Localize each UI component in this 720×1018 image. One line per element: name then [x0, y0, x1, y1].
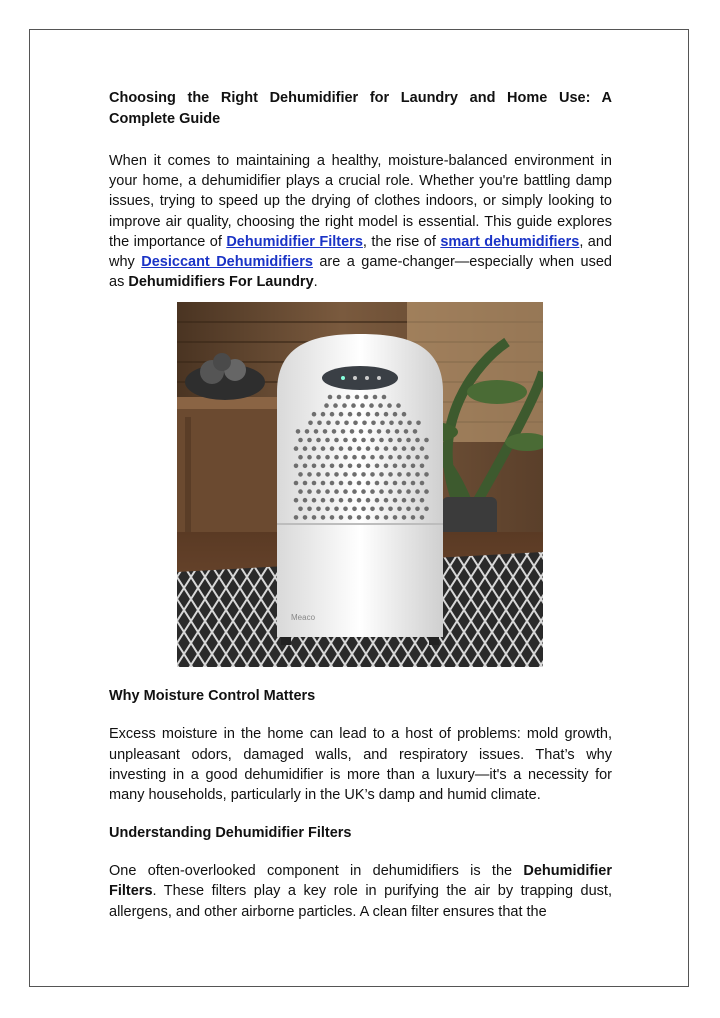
vent-hole [339, 446, 344, 451]
vent-hole [388, 472, 393, 477]
vent-hole [325, 438, 330, 443]
vent-hole [357, 446, 362, 451]
intro-text-4: are a game-changer—especially when used as [109, 254, 612, 291]
vent-hole [378, 403, 383, 408]
vent-hole [357, 464, 362, 469]
vent-hole [343, 472, 348, 477]
vent-hole [339, 412, 344, 417]
vent-hole [406, 455, 411, 460]
vent-hole [325, 489, 330, 494]
vent-hole [342, 403, 347, 408]
vent-hole [411, 446, 416, 451]
vent-hole [384, 481, 389, 486]
vent-hole [357, 412, 362, 417]
vent-hole [312, 481, 317, 486]
vent-hole [330, 498, 335, 503]
vent-hole [312, 464, 317, 469]
vent-hole [307, 455, 312, 460]
vent-hole [352, 489, 357, 494]
vent-hole [346, 395, 351, 400]
vent-hole [364, 395, 369, 400]
vent-hole [343, 455, 348, 460]
intro-paragraph [109, 151, 612, 292]
vent-hole [321, 446, 326, 451]
vent-hole [321, 498, 326, 503]
vent-hole [335, 421, 340, 426]
vent-hole [377, 429, 382, 434]
vent-hole [352, 438, 357, 443]
vent-hole [366, 515, 371, 520]
vent-hole [312, 515, 317, 520]
vent-hole [384, 412, 389, 417]
vent-hole [397, 489, 402, 494]
vent-hole [413, 429, 418, 434]
vent-hole [397, 455, 402, 460]
vent-hole [370, 489, 375, 494]
intro-text-3: , and why [109, 233, 612, 271]
vent-hole [298, 472, 303, 477]
vent-hole [332, 429, 337, 434]
vent-hole [411, 498, 416, 503]
vent-hole [303, 481, 308, 486]
vent-hole [303, 464, 308, 469]
vent-hole [375, 481, 380, 486]
vent-hole [294, 446, 299, 451]
document-page [29, 29, 689, 987]
vent-hole [303, 515, 308, 520]
vent-hole [370, 438, 375, 443]
vent-hole [402, 412, 407, 417]
vent-hole [298, 489, 303, 494]
filters-bold: Dehumidifier Filters [109, 863, 612, 900]
vent-hole [337, 395, 342, 400]
vent-hole [294, 464, 299, 469]
vent-hole [298, 455, 303, 460]
vent-hole [348, 446, 353, 451]
brand-mark: Meaco [291, 613, 316, 622]
vent-hole [334, 455, 339, 460]
vent-hole [357, 498, 362, 503]
vent-hole [312, 412, 317, 417]
vent-hole [303, 498, 308, 503]
heading-moisture-control: Why Moisture Control Matters [109, 688, 316, 705]
vent-hole [334, 438, 339, 443]
vent-hole [424, 472, 429, 477]
vent-hole [298, 507, 303, 512]
vent-hole [334, 472, 339, 477]
vent-hole [330, 515, 335, 520]
vent-hole [334, 489, 339, 494]
vent-hole [402, 446, 407, 451]
vent-hole [350, 429, 355, 434]
vent-hole [333, 403, 338, 408]
vent-hole [353, 421, 358, 426]
vent-hole [361, 489, 366, 494]
vent-hole [366, 464, 371, 469]
vent-hole [316, 455, 321, 460]
vent-hole [348, 498, 353, 503]
vent-hole [357, 481, 362, 486]
vent-hole [420, 515, 425, 520]
vent-hole [312, 446, 317, 451]
vent-hole [361, 507, 366, 512]
vent-hole [362, 421, 367, 426]
link-smart-dehumidifiers[interactable]: smart dehumidifiers [440, 233, 580, 250]
vent-hole [415, 455, 420, 460]
vent-hole [357, 515, 362, 520]
vent-hole [388, 489, 393, 494]
vent-hole [326, 421, 331, 426]
vent-hole [373, 395, 378, 400]
vent-hole [348, 481, 353, 486]
vent-hole [370, 507, 375, 512]
vent-hole [355, 395, 360, 400]
vent-hole [344, 421, 349, 426]
vent-hole [397, 507, 402, 512]
vent-hole [406, 507, 411, 512]
vent-hole [369, 403, 374, 408]
vent-hole [360, 403, 365, 408]
vent-hole [307, 472, 312, 477]
vent-hole [375, 498, 380, 503]
vent-hole [339, 464, 344, 469]
vent-hole [330, 464, 335, 469]
vent-hole [406, 489, 411, 494]
vent-hole [393, 515, 398, 520]
vent-hole [375, 464, 380, 469]
intro-text-2: , the rise of [362, 233, 441, 250]
vent-hole [420, 481, 425, 486]
vent-hole [389, 421, 394, 426]
vent-hole [375, 412, 380, 417]
vent-hole [406, 472, 411, 477]
vent-hole [388, 455, 393, 460]
vent-hole [343, 489, 348, 494]
vent-hole [339, 498, 344, 503]
vent-hole [407, 421, 412, 426]
vent-hole [366, 412, 371, 417]
vent-hole [388, 438, 393, 443]
filters-paragraph [109, 861, 612, 922]
vent-hole [330, 446, 335, 451]
vent-hole [316, 472, 321, 477]
vent-hole [314, 429, 319, 434]
vent-hole [316, 507, 321, 512]
vent-hole [328, 395, 333, 400]
link-dehumidifier-filters[interactable]: Dehumidifier Filters [226, 233, 363, 250]
vent-hole [325, 507, 330, 512]
vent-hole [379, 438, 384, 443]
vent-hole [307, 507, 312, 512]
vent-hole [361, 438, 366, 443]
vent-hole [388, 507, 393, 512]
vent-hole [382, 395, 387, 400]
vent-hole [321, 412, 326, 417]
laundry-bold: Dehumidifiers For Laundry [128, 274, 314, 291]
vent-hole [307, 438, 312, 443]
vent-hole [424, 489, 429, 494]
vent-hole [397, 438, 402, 443]
vent-hole [424, 507, 429, 512]
vent-hole [361, 455, 366, 460]
vent-hole [375, 515, 380, 520]
intro-text-1: When it comes to maintaining a healthy, moisture-balanced environment in your home, a dehumidifier plays a crucial role. Whether you're battling damp issues, trying to speed up the drying of clothes indoors, or simply looking to improve air quality, choosing the right model is essential. This guide explores the importance of [109, 153, 612, 250]
vent-hole [415, 472, 420, 477]
vent-hole [366, 446, 371, 451]
vent-hole [416, 421, 421, 426]
article-title: Choosing the Right Dehumidifier for Laundry and Home Use: A Complete Guide [109, 90, 612, 127]
vent-hole [361, 472, 366, 477]
vent-hole [366, 481, 371, 486]
vent-hole [415, 489, 420, 494]
vent-hole [402, 515, 407, 520]
vent-hole [359, 429, 364, 434]
vent-hole [339, 515, 344, 520]
vent-hole [393, 412, 398, 417]
vent-hole [343, 507, 348, 512]
vent-hole [316, 489, 321, 494]
vent-hole [415, 438, 420, 443]
vent-hole [330, 412, 335, 417]
vent-hole [352, 455, 357, 460]
vent-hole [402, 481, 407, 486]
vent-hole [351, 403, 356, 408]
vent-hole [393, 481, 398, 486]
vent-hole [384, 446, 389, 451]
vent-hole [420, 446, 425, 451]
vent-hole [305, 429, 310, 434]
vent-hole [370, 455, 375, 460]
vent-hole [402, 464, 407, 469]
vent-hole [325, 455, 330, 460]
vent-hole [420, 498, 425, 503]
vent-hole [387, 403, 392, 408]
vent-hole [396, 403, 401, 408]
vent-hole [424, 455, 429, 460]
vent-hole [366, 498, 371, 503]
vent-hole [348, 515, 353, 520]
vent-hole [415, 507, 420, 512]
vent-hole [308, 421, 313, 426]
vent-hole [321, 481, 326, 486]
vent-hole [324, 403, 329, 408]
vent-hole [384, 498, 389, 503]
vent-hole [334, 507, 339, 512]
moisture-paragraph: Excess moisture in the home can lead to a host of problems: mold growth, unpleasant odors, damaged walls, and respiratory issues. That’s why investing in a good dehumidifier is more than a luxury—it's a necessity for many households, particularly in the UK’s damp and humid climate. [109, 726, 612, 804]
vent-hole [411, 464, 416, 469]
vent-hole [406, 438, 411, 443]
vent-hole [352, 472, 357, 477]
filters-text-1: One often-overlooked component in dehumidifiers is the [109, 863, 524, 880]
vent-hole [368, 429, 373, 434]
vent-hole [371, 421, 376, 426]
intro-text-5: . [313, 274, 318, 291]
vent-hole [379, 455, 384, 460]
vent-hole [411, 515, 416, 520]
vent-hole [379, 507, 384, 512]
vent-hole [420, 464, 425, 469]
vent-hole [321, 515, 326, 520]
vent-hole [352, 507, 357, 512]
vent-hole [370, 472, 375, 477]
vent-hole [307, 489, 312, 494]
vent-hole [294, 481, 299, 486]
filters-text-2: . These filters play a key role in purifying the air by trapping dust, allergens, and other airborne particles. A clean filter ensures that the [109, 883, 612, 920]
vent-hole [379, 489, 384, 494]
dehumidifier-photo [177, 302, 543, 667]
vent-hole [397, 472, 402, 477]
vent-hole [384, 515, 389, 520]
vent-hole [384, 464, 389, 469]
vent-hole [303, 446, 308, 451]
vent-hole [323, 429, 328, 434]
vent-hole [317, 421, 322, 426]
vent-hole [330, 481, 335, 486]
vent-hole [339, 481, 344, 486]
vent-hole [316, 438, 321, 443]
vent-hole [296, 429, 301, 434]
vent-hole [398, 421, 403, 426]
vent-hole [312, 498, 317, 503]
vent-hole [402, 498, 407, 503]
vent-hole [341, 429, 346, 434]
link-desiccant-dehumidifiers[interactable]: Desiccant Dehumidifiers [141, 254, 313, 271]
vent-hole [298, 438, 303, 443]
vent-hole [348, 412, 353, 417]
vent-hole [348, 464, 353, 469]
vent-hole [404, 429, 409, 434]
vent-hole [393, 446, 398, 451]
vent-hole [294, 498, 299, 503]
vent-hole [380, 421, 385, 426]
vent-hole [393, 464, 398, 469]
vent-hole [393, 498, 398, 503]
vent-hole [395, 429, 400, 434]
vent-hole [375, 446, 380, 451]
vent-hole [386, 429, 391, 434]
vent-hole [343, 438, 348, 443]
vent-hole [379, 472, 384, 477]
vent-hole [321, 464, 326, 469]
vent-hole [294, 515, 299, 520]
heading-dehumidifier-filters: Understanding Dehumidifier Filters [109, 825, 352, 842]
vent-hole [411, 481, 416, 486]
vent-hole [424, 438, 429, 443]
vent-hole [325, 472, 330, 477]
